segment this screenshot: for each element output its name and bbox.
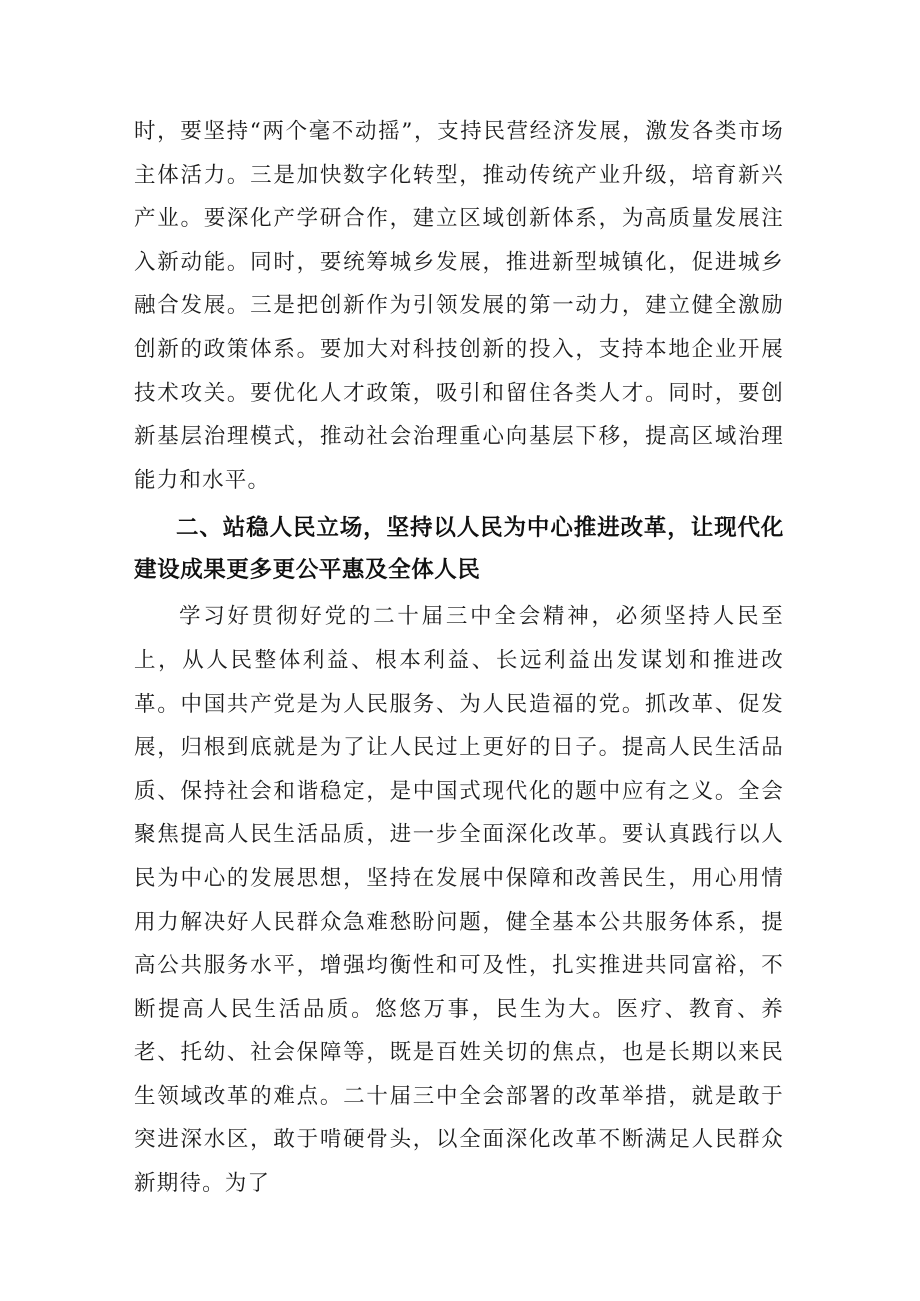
section-heading: 二、站稳人民立场，坚持以人民为中心推进改革，让现代化建设成果更多更公平惠及全体人民 (134, 515, 784, 584)
continued-paragraph: 时，要坚持“两个毫不动摇”，支持民营经济发展，激发各类市场主体活力。三是加快数字化转型，推动传统产业升级，培育新兴产业。要深化产学研合作，建立区域创新体系，为高质量发展注入新动能。同时，要统筹城乡发展，推进新型城镇化，促进城乡融合发展。三是把创新作为引领发展的第一动力，建立健全激励创新的政策体系。要加大对科技创新的投入，支持本地企业开展技术攻关。要优化人才政策，吸引和留住各类人才。同时，要创新基层治理模式，推动社会治理重心向基层下移，提高区域治理能力和水平。 (134, 119, 784, 493)
document-body (134, 110, 784, 1206)
body-paragraph: 学习好贯彻好党的二十届三中全会精神，必须坚持人民至上，从人民整体利益、根本利益、长远利益出发谋划和推进改革。中国共产党是为人民服务、为人民造福的党。抓改革、促发展，归根到底就是为了让人民过上更好的日子。提高人民生活品质、保持社会和谐稳定，是中国式现代化的题中应有之义。全会聚焦提高人民生活品质，进一步全面深化改革。要认真践行以人民为中心的发展思想，坚持在发展中保障和改善民生，用心用情用力解决好人民群众急难愁盼问题，健全基本公共服务体系，提高公共服务水平，增强均衡性和可及性，扎实推进共同富裕，不断提高人民生活品质。悠悠万事，民生为大。医疗、教育、养老、托幼、社会保障等，既是百姓关切的焦点，也是长期以来民生领域改革的难点。二十届三中全会部署的改革举措，就是敢于突进深水区，敢于啃硬骨头，以全面深化改革不断满足人民群众新期待。为了 (134, 604, 784, 1197)
